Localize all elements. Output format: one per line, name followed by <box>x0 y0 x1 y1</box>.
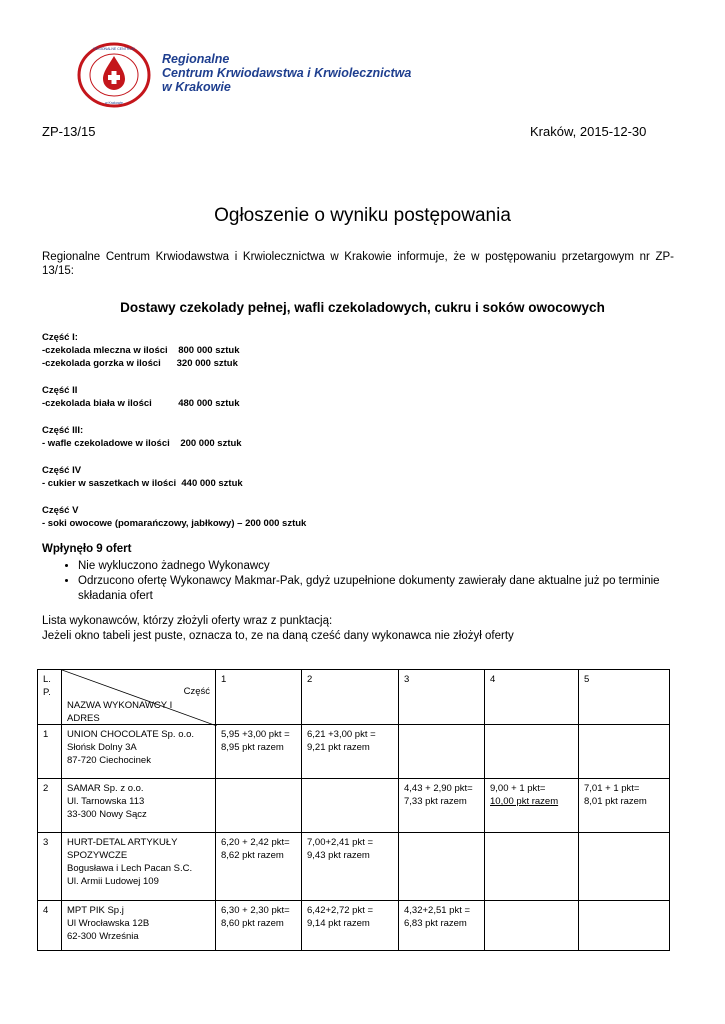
part-label: Część II <box>42 385 78 396</box>
organization-name <box>162 52 411 94</box>
score-cell <box>399 833 485 901</box>
score-line: 7,00+2,41 pkt = <box>307 837 374 848</box>
score-line: 6,42+2,72 pkt = <box>307 905 374 916</box>
score-cell <box>579 779 670 833</box>
score-cell <box>485 901 579 951</box>
svg-text:REGIONALNE CENTRUM: REGIONALNE CENTRUM <box>93 47 135 51</box>
table-note <box>42 614 514 644</box>
row-lp: 3 <box>38 833 62 901</box>
part-label: Część IV <box>42 465 82 476</box>
score-line: 4,32+2,51 pkt = <box>404 905 471 916</box>
part-item: - wafle czekoladowe w ilości 200 000 sztuk <box>42 438 242 449</box>
col-header: 5 <box>579 670 670 725</box>
score-cell <box>485 779 579 833</box>
intro-paragraph: Regionalne Centrum Krwiodawstwa i Krwiolecznictwa w Krakowie informuje, że w postępowaniu przetargowym nr ZP-13/15: <box>42 251 674 277</box>
offers-received: Wpłynęło 9 ofert <box>42 543 132 555</box>
score-line: 8,62 pkt razem <box>221 850 284 861</box>
table-header-row <box>38 670 670 725</box>
score-line: 8,95 pkt razem <box>221 742 284 753</box>
part-label: Część V <box>42 505 79 516</box>
note-line: Lista wykonawców, którzy złożyli oferty wraz z punktacją: <box>42 615 333 627</box>
score-line: 9,14 pkt razem <box>307 918 370 929</box>
score-line: 9,21 pkt razem <box>307 742 370 753</box>
contractor-cell <box>62 779 216 833</box>
contractor-line: 62-300 Września <box>67 931 139 942</box>
contractor-cell <box>62 725 216 779</box>
score-line: 8,60 pkt razem <box>221 918 284 929</box>
contractor-line: MPT PIK Sp.j <box>67 905 124 916</box>
score-cell <box>579 725 670 779</box>
score-line: 6,30 + 2,30 pkt= <box>221 905 290 916</box>
table-row <box>38 779 670 833</box>
part-item: -czekolada biała w ilości 480 000 sztuk <box>42 398 240 409</box>
score-cell <box>216 833 302 901</box>
part-block <box>42 504 306 530</box>
part-label: Część I: <box>42 332 78 343</box>
score-line: 9,43 pkt razem <box>307 850 370 861</box>
contractor-line: Słońsk Dolny 3A <box>67 742 137 753</box>
score-line: 4,43 + 2,90 pkt= <box>404 783 473 794</box>
score-cell <box>579 901 670 951</box>
contractor-line: Ul Wrocławska 12B <box>67 918 150 929</box>
part-block <box>42 384 306 410</box>
contractor-line: Ul. Tarnowska 113 <box>67 796 145 807</box>
name-header: NAZWA WYKONAWCY I ADRES <box>67 700 173 724</box>
row-lp: 2 <box>38 779 62 833</box>
part-block <box>42 464 306 490</box>
contractor-line: HURT-DETAL ARTYKUŁY <box>67 837 178 848</box>
score-line: 7,33 pkt razem <box>404 796 467 807</box>
score-cell <box>399 725 485 779</box>
part-block <box>42 331 306 370</box>
part-item: - cukier w saszetkach w ilości 440 000 sztuk <box>42 478 243 489</box>
contractor-line: SPOZYWCZE <box>67 850 128 861</box>
svg-text:w Krakowie: w Krakowie <box>105 101 123 105</box>
score-cell <box>579 833 670 901</box>
contractor-line: Ul. Armii Ludowej 109 <box>67 876 159 887</box>
contractor-cell <box>62 833 216 901</box>
parts-list <box>42 331 306 544</box>
part-item: - soki owocowe (pomarańczowy, jabłkowy) – 200 000 sztuk <box>42 518 307 529</box>
score-line: 7,01 + 1 pkt= <box>584 783 640 794</box>
score-cell <box>216 901 302 951</box>
score-cell <box>216 725 302 779</box>
score-cell <box>485 725 579 779</box>
score-line: 6,21 +3,00 pkt = <box>307 729 376 740</box>
score-cell <box>302 833 399 901</box>
score-cell <box>302 725 399 779</box>
part-name-header <box>62 670 216 725</box>
col-header: 2 <box>302 670 399 725</box>
score-line: 6,20 + 2,42 pkt= <box>221 837 290 848</box>
note-line: Jeżeli okno tabeli jest puste, oznacza to, ze na daną cześć dany wykonawca nie złożył oferty <box>42 630 514 642</box>
row-lp: 1 <box>38 725 62 779</box>
row-lp: 4 <box>38 901 62 951</box>
place-date: Kraków, 2015-12-30 <box>530 124 647 139</box>
score-cell <box>302 779 399 833</box>
score-line: 5,95 +3,00 pkt = <box>221 729 290 740</box>
table-row <box>38 833 670 901</box>
col-header: 1 <box>216 670 302 725</box>
contractor-line: 87-720 Ciechocinek <box>67 755 151 766</box>
score-cell <box>399 901 485 951</box>
col-header: 3 <box>399 670 485 725</box>
bullet-list <box>62 559 698 604</box>
contractor-line: UNION CHOCOLATE Sp. o.o. <box>67 729 195 740</box>
org-line: w Krakowie <box>162 80 231 94</box>
table-row <box>38 901 670 951</box>
col-header: 4 <box>485 670 579 725</box>
part-item: -czekolada mleczna w ilości 800 000 sztuk <box>42 345 240 356</box>
contractor-line: 33-300 Nowy Sącz <box>67 809 147 820</box>
part-label: Część III: <box>42 425 84 436</box>
part-item: -czekolada gorzka w ilości 320 000 sztuk <box>42 358 238 369</box>
score-cell <box>399 779 485 833</box>
bullet-item: • Odrzucono ofertę Wykonawcy Makmar-Pak, gdyż uzupełnione dokumenty zawierały dane aktualne już po terminie składania ofert <box>78 574 698 604</box>
part-header: Część <box>183 686 210 697</box>
org-line: Regionalne <box>162 52 230 66</box>
score-cell <box>216 779 302 833</box>
part-block <box>42 424 306 450</box>
score-line: 10,00 pkt razem <box>490 796 559 807</box>
score-cell <box>485 833 579 901</box>
logo <box>75 42 153 108</box>
reference-number: ZP-13/15 <box>42 124 96 139</box>
org-line: Centrum Krwiodawstwa i Krwiolecznictwa <box>162 66 412 80</box>
lp-header: L. P. <box>38 670 62 725</box>
score-line: 6,83 pkt razem <box>404 918 467 929</box>
contractor-line: Bogusława i Lech Pacan S.C. <box>67 863 193 874</box>
bullet-item: • Nie wykluczono żadnego Wykonawcy <box>78 559 698 574</box>
score-line: 8,01 pkt razem <box>584 796 647 807</box>
subject-heading: Dostawy czekolady pełnej, wafli czekoladowych, cukru i soków owocowych <box>120 300 605 315</box>
score-cell <box>302 901 399 951</box>
offers-table <box>37 669 670 951</box>
contractor-cell <box>62 901 216 951</box>
score-line: 9,00 + 1 pkt= <box>490 783 546 794</box>
contractor-line: SAMAR Sp. z o.o. <box>67 783 144 794</box>
page-title: Ogłoszenie o wyniku postępowania <box>214 205 511 226</box>
table-row <box>38 725 670 779</box>
